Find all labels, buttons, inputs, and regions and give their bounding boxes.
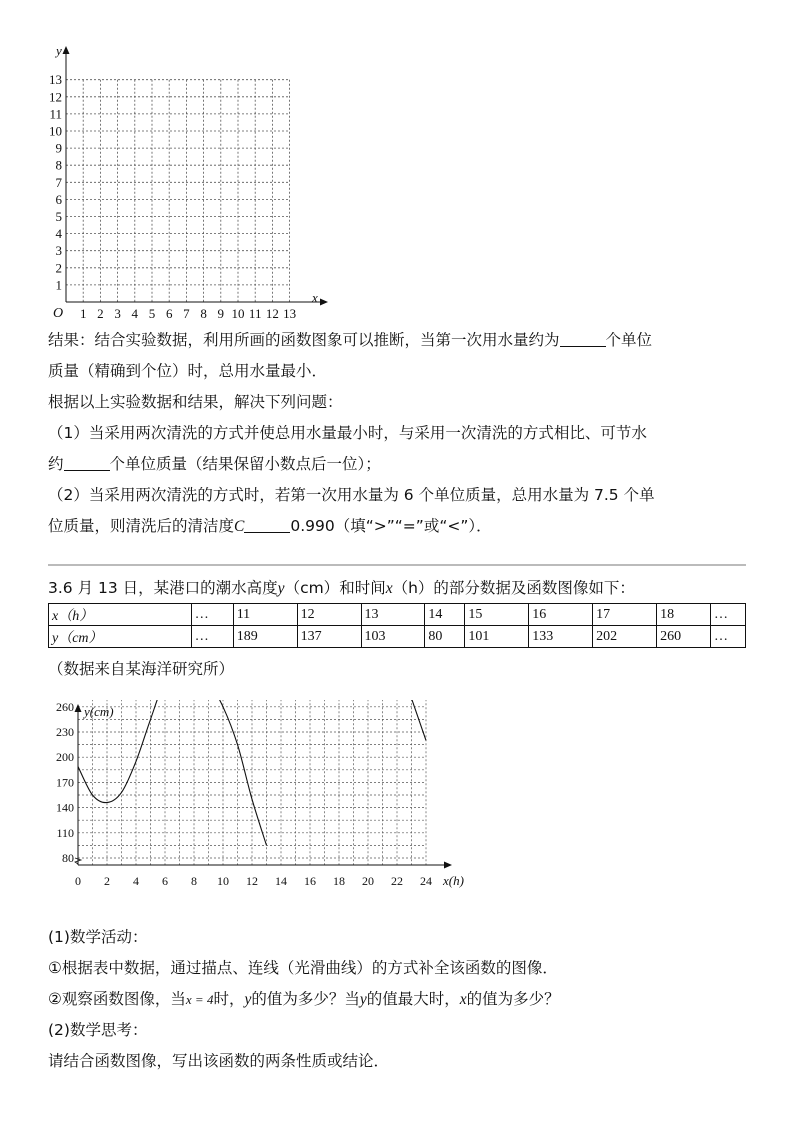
- x-tick-label: 12: [265, 306, 279, 321]
- activity-item2-c: 的值为多少？当: [251, 990, 360, 1008]
- activity-heading-2: (2)数学思考：: [48, 1021, 148, 1039]
- answer-blank-compare: [244, 516, 290, 533]
- chart-x-tick: 24: [420, 874, 432, 888]
- unit-x: （h）: [392, 579, 434, 597]
- chart-x-tick: 0: [75, 874, 81, 888]
- chart-x-arrow: [444, 862, 452, 869]
- x-tick-label: 5: [148, 306, 156, 321]
- x-tick-label: 9: [217, 306, 225, 321]
- y-tick-label: 3: [55, 243, 62, 259]
- y-tick-label: 8: [55, 157, 62, 173]
- chart-y-tick: 80: [62, 851, 74, 865]
- unit-y: （cm）: [284, 579, 340, 597]
- table-cell: 18: [657, 604, 711, 626]
- x-tick-label: 11: [248, 306, 262, 321]
- table-cell: 16: [529, 604, 593, 626]
- table-cell: …: [191, 626, 233, 648]
- table-cell: 260: [657, 626, 711, 648]
- x-tick-label: 6: [165, 306, 173, 321]
- y-tick-label: 1: [55, 277, 62, 293]
- chart-x-tick: 10: [217, 874, 229, 888]
- table-cell: 202: [593, 626, 657, 648]
- activity-item-3: 请结合函数图像，写出该函数的两条性质或结论．: [48, 1052, 390, 1070]
- chart-x-tick: 22: [391, 874, 403, 888]
- chart-y-tick: 230: [56, 725, 74, 739]
- chart-y-tick: 170: [56, 775, 74, 790]
- chart-y-tick-labels: [56, 700, 74, 865]
- chart-x-tick: 16: [304, 874, 316, 888]
- q1-line2-end: 个单位质量（结果保留小数点后一位）；: [109, 455, 381, 473]
- table-cell: 14: [425, 604, 465, 626]
- chart-axis-labels: [82, 704, 464, 888]
- chart-series-line-segment-2: [354, 700, 427, 740]
- q2-line1: （2）当采用两次清洗的方式时，若第一次用水量为 6 个单位质量，总用水量为 7.5 个单: [48, 486, 655, 504]
- chart-x-label: x(h): [443, 873, 464, 888]
- y-tick-label: 10: [49, 123, 62, 139]
- chart-x-tick: 6: [162, 874, 168, 888]
- problem3-number: 3.: [48, 579, 63, 597]
- table-cell: …: [710, 604, 745, 626]
- x-axis-label: x: [312, 290, 318, 305]
- chart-x-tick: 2: [104, 874, 110, 888]
- table-cell: …: [710, 626, 745, 648]
- table-row-x: [49, 604, 746, 626]
- var-c: C: [234, 518, 245, 535]
- problem3-text-c: 的部分数据及函数图像如下：: [433, 579, 635, 597]
- x-tick-label: 7: [183, 306, 190, 321]
- activity-section: [48, 922, 748, 1077]
- table-cell: 80: [425, 626, 465, 648]
- y-tick-label: 4: [55, 226, 62, 242]
- chart-y-tick: 140: [56, 800, 74, 815]
- source-note: [48, 654, 748, 685]
- chart-x-tick: 14: [275, 874, 287, 888]
- chart-y-tick: 260: [56, 700, 74, 714]
- chart-grid: [78, 700, 426, 865]
- table-cell: 17: [593, 604, 657, 626]
- y-tick-label: 2: [55, 260, 62, 276]
- y-tick-label: 13: [49, 72, 62, 88]
- chart-series-line-segment-1: [78, 700, 267, 845]
- chart-y-tick: 110: [56, 825, 74, 840]
- problem3-text-a: 6 月 13 日，某港口的潮水高度: [62, 579, 278, 597]
- result-line1-text: 结果：结合实验数据，利用所画的函数图象可以推断，当第一次用水量约为: [48, 331, 560, 349]
- x-tick-label: 8: [200, 306, 207, 321]
- y-axis-label: y: [56, 43, 62, 58]
- x-axis-arrow: [320, 299, 328, 306]
- problem3-text-b: 和时间: [339, 579, 386, 597]
- table-header-x: x（h）: [49, 604, 192, 626]
- y-tick-label: 9: [55, 140, 62, 156]
- x-tick-label: 2: [97, 306, 104, 321]
- activity-item2-b: 时，: [213, 990, 245, 1008]
- problem3-heading: [48, 573, 748, 604]
- q2-line2-end: 0.990（填“>”“=”或“<”）．: [290, 517, 492, 535]
- activity-item2-y: y: [244, 991, 252, 1008]
- chart-x-tick: 8: [191, 874, 197, 888]
- y-tick-label: 5: [55, 209, 62, 224]
- y-tick-label: 6: [55, 191, 62, 207]
- table-cell: 103: [361, 626, 425, 648]
- table-header-y: y（cm）: [49, 626, 192, 648]
- activity-item2-e: 的值为多少？: [466, 990, 560, 1008]
- chart-x-tick: 4: [133, 874, 139, 888]
- chart-y-tick: 200: [56, 750, 74, 765]
- y-tick-label: 7: [55, 174, 62, 190]
- q1-line1: （1）当采用两次清洗的方式并使总用水量最小时，与采用一次清洗的方式相比、可节水: [48, 424, 647, 442]
- tide-chart: [40, 700, 470, 900]
- activity-item2-y2: y: [359, 991, 367, 1008]
- table-cell: 101: [465, 626, 529, 648]
- x-tick-label: 10: [231, 306, 245, 321]
- answer-blank-water: [560, 330, 606, 347]
- table-cell: 189: [233, 626, 297, 648]
- table-cell: 137: [297, 626, 361, 648]
- activity-item2-x: x: [459, 991, 467, 1008]
- intro-text: 根据以上实验数据和结果，解决下列问题：: [48, 393, 343, 411]
- x-tick-label: 3: [114, 306, 121, 321]
- section-divider: [48, 564, 746, 566]
- result-paragraph: [48, 325, 748, 542]
- activity-item2-d: 的值最大时，: [366, 990, 460, 1008]
- table-cell: 12: [297, 604, 361, 626]
- activity-heading-1: (1)数学活动：: [48, 928, 148, 946]
- grid-lines: [66, 80, 290, 302]
- x-tick-label: 4: [131, 306, 139, 321]
- chart-x-tick-labels: [75, 874, 432, 888]
- y-tick-label: 12: [49, 89, 62, 105]
- data-table: [48, 603, 746, 648]
- source-text: （数据来自某海洋研究所）: [48, 660, 235, 678]
- chart-y-arrow: [75, 704, 82, 712]
- chart-x-tick: 18: [333, 874, 345, 888]
- blank-grid-figure: [40, 40, 340, 330]
- q2-line2-start: 位质量，则清洗后的清洁度: [48, 517, 235, 535]
- q1-line2-start: 约: [48, 455, 64, 473]
- table-cell: 15: [465, 604, 529, 626]
- var-x: x: [385, 580, 393, 597]
- y-tick-label: 11: [49, 106, 62, 122]
- table-cell: 133: [529, 626, 593, 648]
- answer-blank-saving: [64, 454, 110, 471]
- activity-item2-cond: x = 4: [185, 992, 214, 1007]
- x-tick-label: 1: [79, 306, 87, 321]
- activity-item-1: ①根据表中数据，通过描点、连线（光滑曲线）的方式补全该函数的图像．: [48, 959, 558, 977]
- x-tick-label: 13: [283, 306, 297, 321]
- table-cell: 11: [233, 604, 297, 626]
- x-tick-labels: [80, 306, 296, 321]
- chart-y-label: y(cm): [84, 704, 114, 719]
- result-line2: 质量（精确到个位）时，总用水量最小．: [48, 362, 328, 380]
- y-axis-arrow: [63, 46, 70, 54]
- chart-x-tick: 20: [362, 874, 374, 888]
- table-cell: 13: [361, 604, 425, 626]
- activity-item2-a: ②观察函数图像，当: [48, 990, 186, 1008]
- chart-axes: [75, 704, 453, 869]
- chart-x-tick: 12: [246, 874, 258, 888]
- result-line1-end: 个单位: [605, 331, 653, 349]
- y-tick-labels: [49, 72, 63, 292]
- var-y: y: [277, 580, 285, 597]
- table-row-y: [49, 626, 746, 648]
- table-cell: …: [191, 604, 233, 626]
- origin-label: O: [53, 306, 64, 321]
